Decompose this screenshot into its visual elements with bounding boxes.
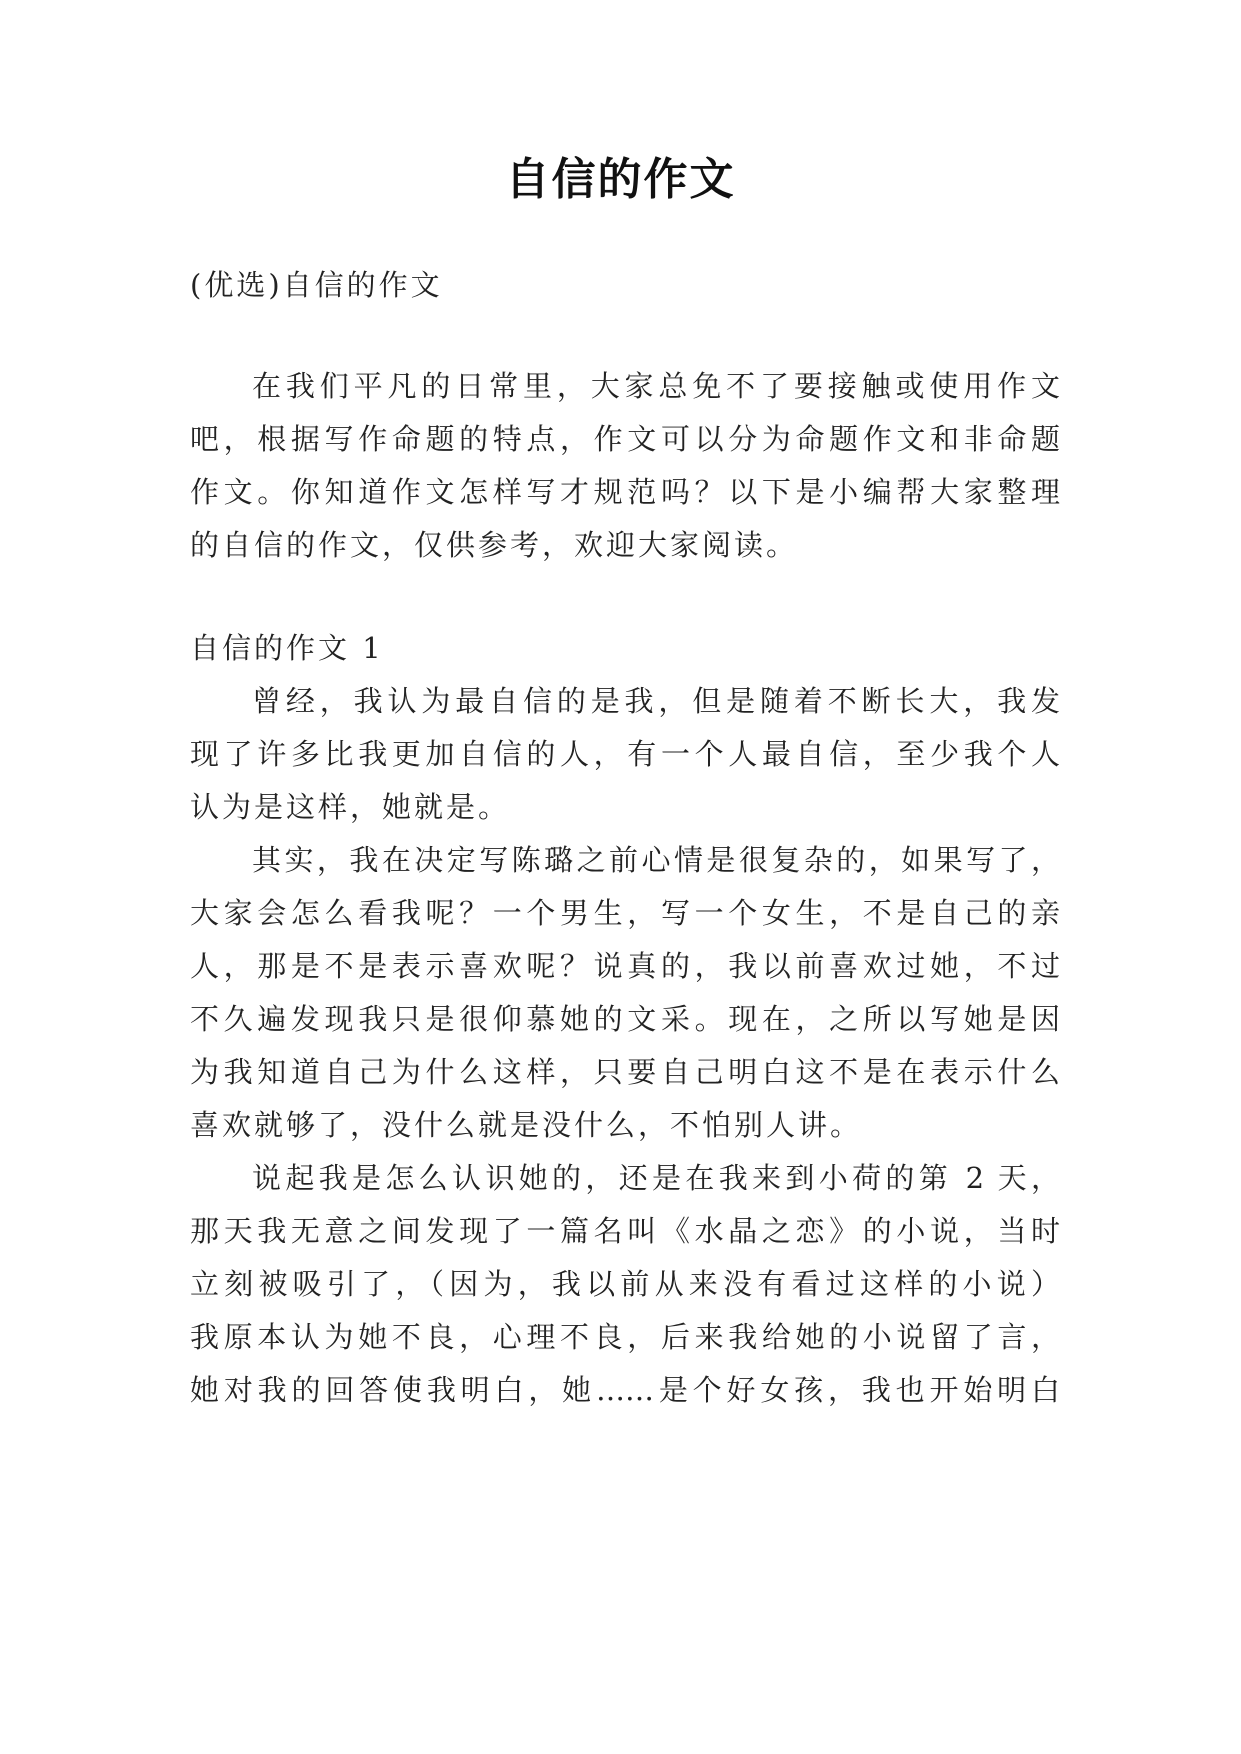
body-line: 不久遍发现我只是很仰慕她的文采。现在，之所以写她是因 [190, 1002, 1060, 1036]
document-title: 自信的作文 [505, 154, 736, 205]
body-line: 为我知道自己为什么这样，只要自己明白这不是在表示什么 [190, 1055, 1060, 1089]
body-line: 现了许多比我更加自信的人，有一个人最自信，至少我个人 [190, 737, 1060, 771]
body-line: 喜欢就够了，没什么就是没什么，不怕别人讲。 [190, 1108, 863, 1142]
body-line: 大家会怎么看我呢？一个男生，写一个女生，不是自己的亲 [190, 896, 1060, 930]
body-line: 她对我的回答使我明白，她……是个好女孩，我也开始明白 [190, 1373, 1060, 1407]
body-line: 说起我是怎么认识她的，还是在我来到小荷的第 2 天， [252, 1161, 1060, 1195]
body-line: 曾经，我认为最自信的是我，但是随着不断长大，我发 [252, 684, 1060, 718]
intro-line: 在我们平凡的日常里，大家总免不了要接触或使用作文 [252, 369, 1060, 403]
body-line: 其实，我在决定写陈璐之前心情是很复杂的，如果写了， [252, 843, 1060, 877]
document-subtitle: (优选)自信的作文 [190, 268, 443, 302]
body-line: 立刻被吸引了，（因为，我以前从来没有看过这样的小说） [190, 1267, 1060, 1301]
body-line: 那天我无意之间发现了一篇名叫《水晶之恋》的小说，当时 [190, 1214, 1060, 1248]
intro-line: 作文。你知道作文怎样写才规范吗？以下是小编帮大家整理 [190, 475, 1060, 509]
intro-line: 的自信的作文，仅供参考，欢迎大家阅读。 [190, 528, 799, 562]
intro-line: 吧，根据写作命题的特点，作文可以分为命题作文和非命题 [190, 422, 1060, 456]
section-heading: 自信的作文 1 [190, 631, 384, 665]
body-line: 我原本认为她不良，心理不良，后来我给她的小说留了言， [190, 1320, 1060, 1354]
body-line: 人，那是不是表示喜欢呢？说真的，我以前喜欢过她，不过 [190, 949, 1060, 983]
body-line: 认为是这样，她就是。 [190, 790, 511, 824]
